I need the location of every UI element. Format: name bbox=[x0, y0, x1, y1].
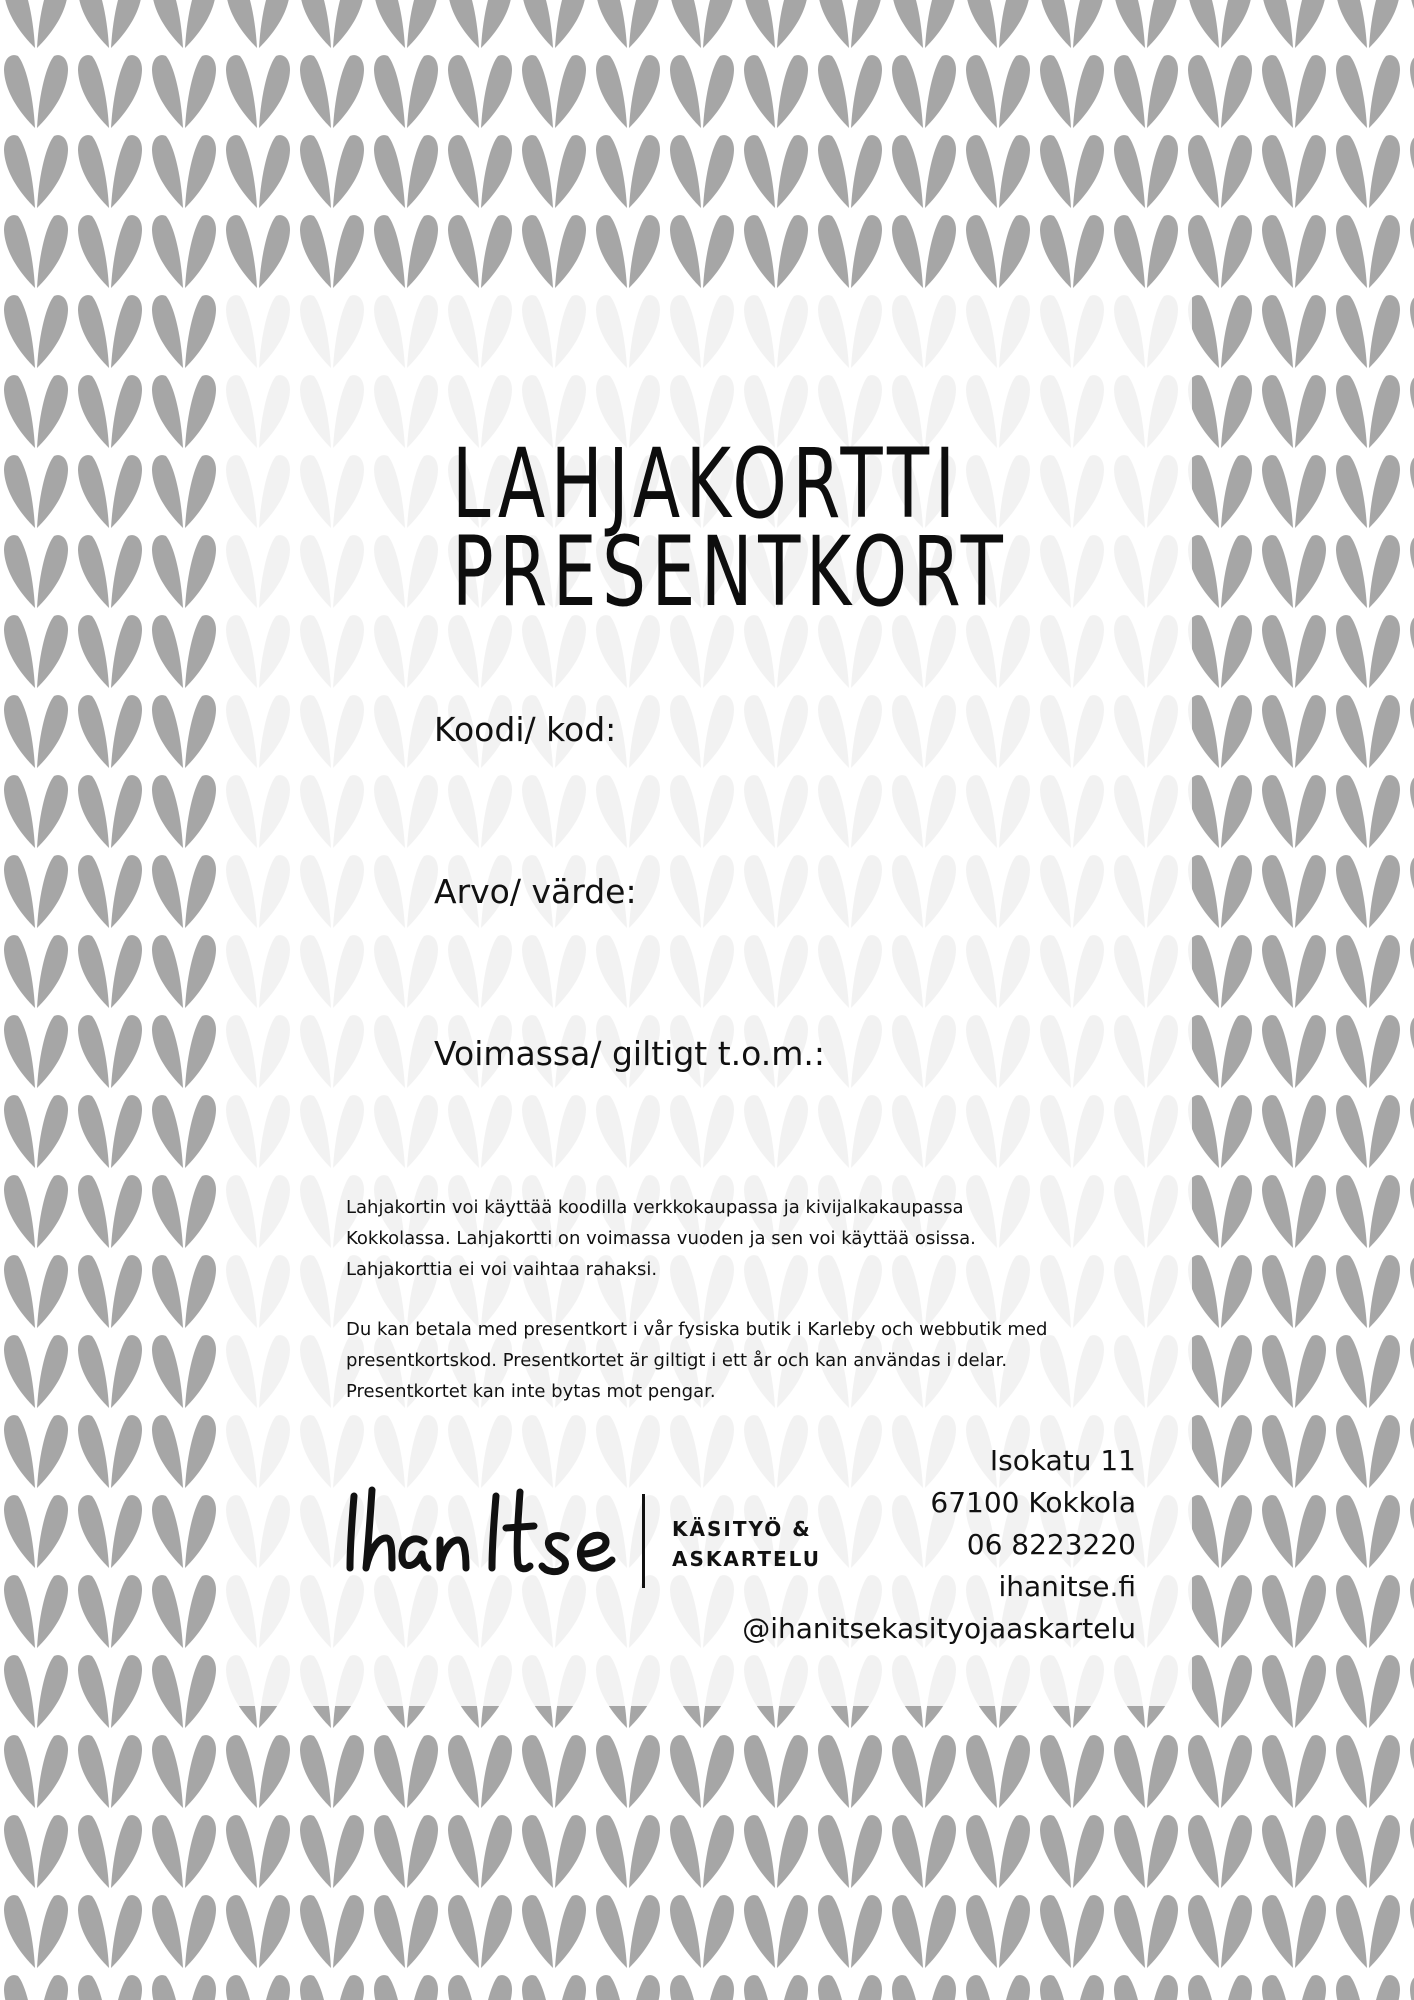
terms-finnish-line: Lahjakortin voi käyttää koodilla verkkokaupassa ja kivijalkakaupassa bbox=[346, 1197, 964, 1218]
title-swedish: PRESENTKORT bbox=[452, 516, 1009, 628]
terms-swedish-line: Du kan betala med presentkort i vår fysiska butik i Karleby och webbutik med bbox=[346, 1319, 1048, 1340]
title-finnish: LAHJAKORTTI bbox=[452, 428, 961, 540]
logo-tagline-line: ASKARTELU bbox=[672, 1547, 821, 1571]
contact-phone: 06 8223220 bbox=[966, 1528, 1136, 1561]
gift-card-title bbox=[452, 428, 1009, 628]
contact-info bbox=[742, 1440, 1136, 1650]
contact-city: 67100 Kokkola bbox=[930, 1486, 1136, 1519]
terms-swedish bbox=[346, 1314, 1126, 1407]
valid-until-field-label: Voimassa/ giltigt t.o.m.: bbox=[434, 1034, 826, 1073]
logo-divider bbox=[642, 1494, 645, 1588]
terms-swedish-line: presentkortskod. Presentkortet är giltigt i ett år och kan användas i delar. bbox=[346, 1350, 1008, 1371]
terms-swedish-line: Presentkortet kan inte bytas mot pengar. bbox=[346, 1381, 716, 1402]
code-field-label: Koodi/ kod: bbox=[434, 710, 617, 749]
terms-finnish bbox=[346, 1192, 1126, 1285]
contact-social: @ihanitsekasityojaaskartelu bbox=[742, 1612, 1136, 1645]
contact-website: ihanitse.fi bbox=[998, 1570, 1136, 1603]
logo-tagline-line: KÄSITYÖ & bbox=[672, 1517, 812, 1541]
value-field-label: Arvo/ värde: bbox=[434, 872, 637, 911]
terms-finnish-line: Lahjakorttia ei voi vaihtaa rahaksi. bbox=[346, 1259, 658, 1280]
terms-finnish-line: Kokkolassa. Lahjakortti on voimassa vuoden ja sen voi käyttää osissa. bbox=[346, 1228, 976, 1249]
contact-street: Isokatu 11 bbox=[989, 1444, 1136, 1477]
logo-script-wordmark bbox=[344, 1480, 626, 1580]
